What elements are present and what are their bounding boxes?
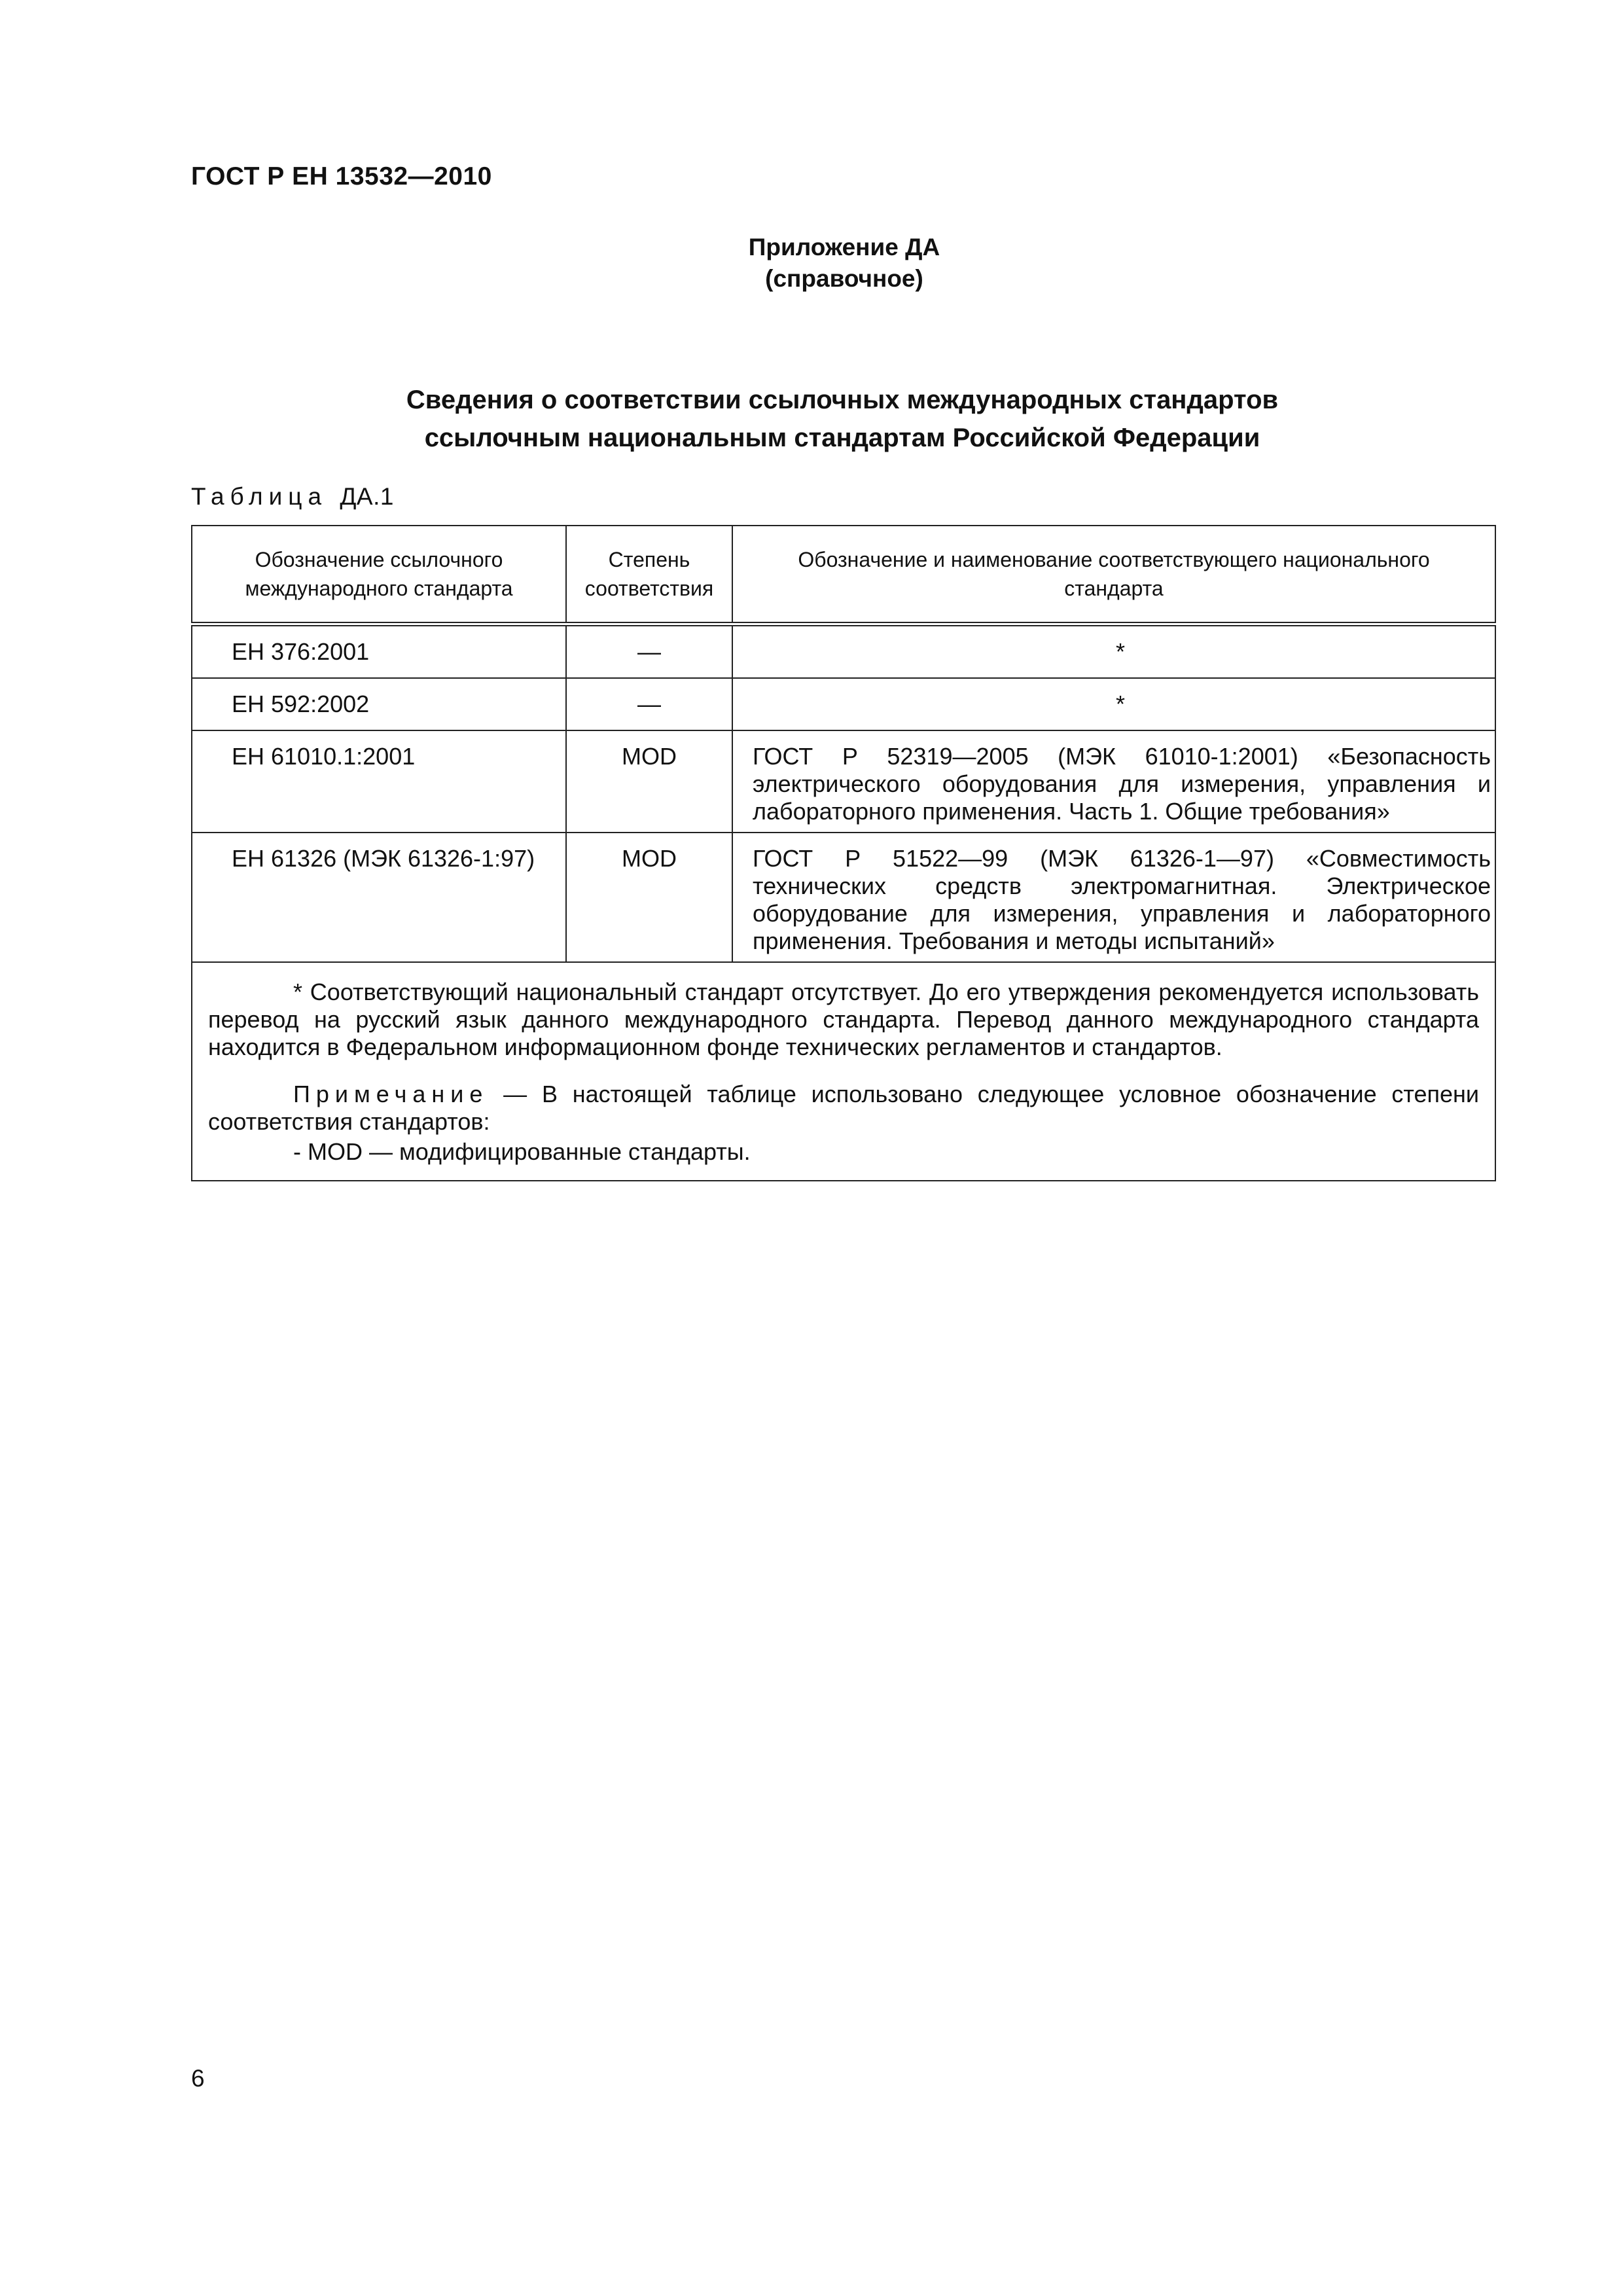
note-text: — В настоящей таблице использовано следующее условное обозначение степени соответствия стандартов: [208, 1081, 1479, 1135]
header-degree: Степень соответствия [566, 526, 732, 624]
table-row [192, 730, 1495, 833]
table-note [208, 1081, 1479, 1136]
cell-national: ГОСТ Р 51522—99 (МЭК 61326-1—97) «Совместимость технических средств электромагнитная. Электрическое оборудование для измерения, управления и лабораторного применения. Требования и методы испытаний» [732, 833, 1495, 962]
document-title-line-2: ссылочным национальным стандартам Российской Федерации [424, 423, 1260, 452]
document-code: ГОСТ Р ЕН 13532—2010 [191, 162, 492, 190]
table-header-row [192, 526, 1495, 624]
cell-degree: — [566, 624, 732, 679]
annex-type: (справочное) [765, 265, 923, 292]
table-row [192, 833, 1495, 962]
header-national-standard: Обозначение и наименование соответствующего национального стандарта [732, 526, 1495, 624]
note-label: Примечание [293, 1081, 489, 1107]
standards-table [191, 525, 1496, 1181]
cell-reference: ЕН 61326 (МЭК 61326-1:97) [192, 833, 566, 962]
table-footer-row [192, 962, 1495, 1181]
cell-national: * [732, 624, 1495, 679]
footnote-text: * Соответствующий национальный стандарт отсутствует. До его утверждения рекомендуется использовать перевод на русский язык данного международного стандарта. Перевод данного международного стандарта находится в Федеральном информационном фонде технических регламентов и стандартов. [208, 978, 1479, 1060]
cell-reference: ЕН 376:2001 [192, 624, 566, 679]
table-caption [191, 483, 394, 511]
annex-title: Приложение ДА [748, 234, 940, 260]
header-reference-standard: Обозначение ссылочного международного стандарта [192, 526, 566, 624]
table-caption-number: ДА.1 [340, 483, 394, 510]
cell-degree: MOD [566, 833, 732, 962]
cell-national: * [732, 678, 1495, 730]
table-row [192, 678, 1495, 730]
table-footer [192, 962, 1495, 1181]
cell-degree: — [566, 678, 732, 730]
cell-reference: ЕН 61010.1:2001 [192, 730, 566, 833]
cell-national: ГОСТ Р 52319—2005 (МЭК 61010-1:2001) «Безопасность электрического оборудования для измерения, управления и лабораторного применения. Часть 1. Общие требования» [732, 730, 1495, 833]
document-title-line-1: Сведения о соответствии ссылочных международных стандартов [406, 386, 1279, 414]
table-row [192, 624, 1495, 679]
page-number: 6 [191, 2065, 205, 2092]
document-title [191, 381, 1493, 457]
cell-degree: MOD [566, 730, 732, 833]
annex-heading [654, 232, 1034, 295]
note-list-item: - MOD — модифицированные стандарты. [293, 1138, 751, 1165]
cell-reference: ЕН 592:2002 [192, 678, 566, 730]
table-caption-label: Таблица [191, 483, 328, 510]
